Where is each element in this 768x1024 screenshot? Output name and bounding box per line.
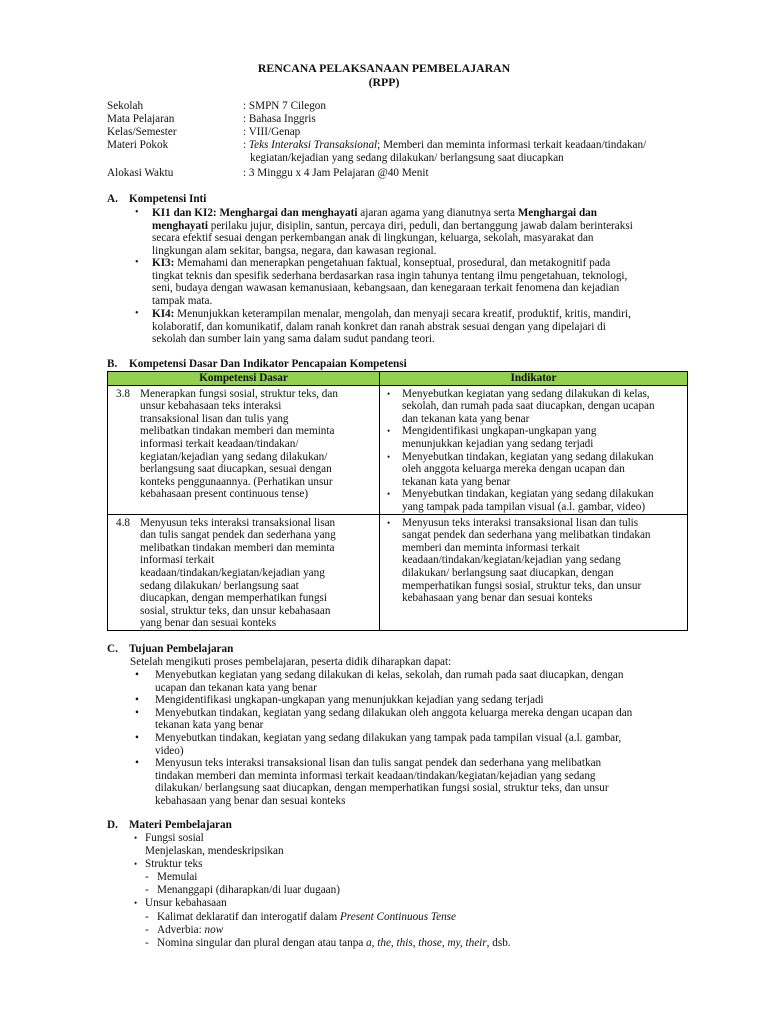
table-row [108, 514, 688, 630]
bullet-icon: • [135, 731, 139, 744]
kd-line: kegiatan/kejadian yang sedang dilakukan/ [140, 450, 328, 463]
list-item [145, 924, 223, 937]
objective-line: Menyebutkan tindakan, kegiatan yang sedang dilakukan oleh anggota keluarga mereka dengan ucapan dan [155, 706, 633, 719]
section-title: Materi Pembelajaran [129, 819, 232, 831]
bullet-icon: • [135, 694, 139, 707]
ki-line: ajaran agama yang dianutnya serta [357, 207, 518, 219]
identity-value: : Bahasa Inggris [243, 113, 316, 125]
materi-unsur-text: Nomina singular dan plural dengan atau tanpa [157, 937, 367, 949]
dash-icon: - [145, 884, 149, 896]
identity-label: Materi Pokok [107, 139, 169, 151]
identity-label: Kelas/Semester [107, 126, 177, 138]
indicator-list [383, 517, 684, 605]
kd-number: 4.8 [116, 516, 130, 529]
identity-label: Alokasi Waktu [107, 167, 174, 179]
indicator-line: sekolah, dan rumah pada saat diucapkan, dengan ucapan [402, 400, 655, 413]
list-item [145, 871, 197, 884]
list-item [135, 669, 705, 694]
kd-line: konteks penggunaannya. (Perhatikan unsur [140, 475, 333, 488]
dash-icon: - [145, 871, 149, 883]
bullet-icon: • [387, 489, 391, 500]
indicator-cell [380, 385, 688, 514]
bullet-icon: • [387, 451, 391, 462]
indicator-line: Menyebutkan kegiatan yang sedang dilakukan di kelas, [402, 387, 650, 400]
indicator-list [383, 388, 684, 514]
bullet-icon: • [387, 426, 391, 437]
objective-line: ucapan dan tekanan kata yang benar [155, 681, 317, 694]
kd-cell [108, 385, 380, 514]
dash-icon: - [145, 911, 149, 923]
identity-value-line2: kegiatan/kejadian yang sedang dilakukan/ berlangsung saat diucapkan [250, 152, 564, 164]
section-c-heading [107, 643, 233, 656]
bullet-icon: • [135, 207, 139, 218]
objective-line: dilakukan/ berlangsung saat diucapkan, dengan memperhatikan fungsi sosial, struktur teks, dan unsur [155, 782, 609, 795]
section-title: Kompetensi Inti [129, 193, 207, 205]
materi-struktur-item: Menanggapi (diharapkan/di luar dugaan) [157, 884, 340, 896]
bullet-icon: • [134, 898, 138, 908]
indicator-line: sangat pendek dan sederhana yang melibatkan tindakan [402, 529, 651, 542]
identity-label: Mata Pelajaran [107, 113, 175, 125]
section-letter: B. [107, 358, 118, 370]
ki-line: Memahami dan menerapkan pengetahuan faktual, konseptual, prosedural, dan metakognitif pada [174, 257, 611, 269]
indicator-line: keadaan/tindakan/kegiatan/kejadian yang sedang [402, 554, 621, 567]
kd-line: informasi terkait [140, 554, 215, 567]
section-title: Tujuan Pembelajaran [129, 643, 234, 655]
objective-line: Menyusun teks interaksi transaksional lisan dan tulis sangat pendek dan sederhana yang melibatkan [155, 757, 602, 770]
identity-value-italic: Teks Interaksi Transaksional [248, 139, 378, 151]
indicator-cell [380, 514, 688, 630]
kd-line: melibatkan tindakan memberi dan meminta [140, 541, 335, 554]
ki-bold-lead: KI1 dan KI2: Menghargai dan menghayati [152, 207, 358, 219]
list-item [383, 388, 684, 426]
bullet-icon: • [135, 706, 139, 719]
ki-bold-lead: KI4: [152, 308, 175, 320]
list-item [135, 757, 705, 807]
bullet-icon: • [387, 517, 391, 528]
section-title: Kompetensi Dasar Dan Indikator Pencapaian Kompetensi [129, 358, 407, 370]
kd-line: unsur kebahasaan teks interaksi [140, 400, 282, 413]
list-item [135, 694, 705, 707]
materi-unsur-text: Adverbia: [157, 924, 205, 936]
list-item [145, 911, 456, 924]
indicator-line: oleh anggota keluarga mereka dengan ucapan dan [402, 463, 625, 476]
identity-value-rest: ; Memberi dan meminta informasi terkait keadaan/tindakan/ [377, 139, 647, 151]
ki-line: perilaku jujur, disiplin, santun, percaya diri, peduli, dan bertanggung jawab dalam berinteraksi [210, 219, 633, 232]
ki-item [152, 207, 697, 257]
list-item [383, 517, 684, 605]
identity-value: : SMPN 7 Cilegon [243, 100, 326, 112]
indicator-line: kebahasaan yang benar dan sesuai konteks [402, 592, 593, 605]
section-c-intro: Setelah mengikuti proses pembelajaran, peserta didik diharapkan dapat: [130, 656, 452, 668]
indicator-line: memberi dan meminta informasi terkait [402, 541, 580, 554]
kd-text [140, 517, 364, 630]
indicator-line: Menyebutkan tindakan, kegiatan yang sedang dilakukan [402, 488, 654, 501]
kd-line: diucapkan, dengan memperhatikan fungsi [140, 592, 328, 605]
bullet-icon: • [387, 388, 391, 399]
materi-unsur-text: , dsb. [486, 937, 511, 949]
kd-line: sosial, struktur teks, dan unsur kebahasaan [140, 604, 331, 617]
kd-line: transaksional lisan dan tulis yang [140, 412, 289, 425]
ki-bold-lead: KI3: [152, 257, 175, 269]
ki-line: sekolah dan sumber lain yang sama dalam sudut pandang teori. [152, 333, 435, 346]
indicator-line: yang tampak pada tampilan visual (a.l. gambar, video) [402, 500, 646, 513]
ki-line: tingkat teknis dan spesifik sederhana berdasarkan rasa ingin tahunya tentang ilmu pengetahuan, teknologi, [152, 269, 628, 282]
list-item [135, 732, 705, 757]
identity-value: : 3 Minggu x 4 Jam Pelajaran @40 Menit [243, 167, 429, 179]
ki-bold-mid: Menghargai dan [517, 207, 597, 219]
table-header-row [108, 372, 688, 386]
list-item [135, 707, 705, 732]
objective-line: Mengidentifikasi ungkapan-ungkapan yang menunjukkan kejadian yang sedang terjadi [155, 694, 544, 707]
section-d-heading [107, 819, 232, 832]
kd-line: kebahasaan present continuous tense) [140, 488, 309, 501]
objectives-list [135, 669, 705, 808]
objective-line: Menyebutkan kegiatan yang sedang dilakukan di kelas, sekolah, dan rumah pada saat diucapkan, dengan [155, 669, 624, 681]
kd-line: keadaan/tindakan/kegiatan/kejadian yang [140, 566, 325, 579]
table-row [108, 385, 688, 514]
objective-line: video) [155, 744, 184, 757]
objective-line: kebahasaan yang benar dan sesuai konteks [155, 794, 346, 807]
materi-struktur-item: Memulai [157, 871, 198, 883]
ki-bold-mid2: menghayati [152, 219, 208, 232]
indicator-line: dilakukan/ berlangsung saat diucapkan, dengan [402, 566, 614, 579]
materi-struktur: Struktur teks [145, 858, 203, 870]
identity-value: : VIII/Genap [243, 126, 301, 138]
bullet-icon: • [135, 257, 139, 268]
materi-unsur-text: Kalimat deklaratif dan interogatif dalam [157, 911, 340, 923]
ki-item [152, 257, 697, 307]
ki-line: secara efektif sesuai dengan perkembangan anak di lingkungan, keluarga, sekolah, masyarakat dan [152, 232, 594, 245]
objective-line: Menyebutkan tindakan, kegiatan yang sedang dilakukan yang tampak pada tampilan visual (a.l. gambar, [155, 731, 622, 744]
indicator-line: Menyusun teks interaksi transaksional lisan dan tulis [402, 516, 639, 529]
bullet-icon: • [134, 859, 138, 869]
indicator-line: menunjukkan kejadian yang sedang terjadi [402, 437, 594, 450]
identity-label: Sekolah [107, 100, 144, 112]
indicator-line: Menyebutkan tindakan, kegiatan yang sedang dilakukan [402, 450, 654, 463]
materi-unsur-italic: a, the, this, those, my, their [366, 937, 487, 949]
list-item [145, 937, 511, 950]
ki-item [152, 308, 697, 346]
dash-icon: - [145, 937, 149, 949]
kd-cell [108, 514, 380, 630]
bullet-icon: • [135, 757, 139, 770]
materi-unsur-italic: now [204, 924, 224, 936]
kd-indicator-table [107, 371, 688, 631]
kd-line: dan tulis sangat pendek dan sederhana yang [140, 529, 336, 542]
indicator-line: dan tekanan kata yang benar [402, 412, 530, 425]
objective-line: tekanan kata yang benar [155, 719, 264, 732]
section-letter: C. [107, 643, 118, 655]
ki-line: Menunjukkan keterampilan menalar, mengolah, dan menyaji secara kreatif, produktif, kritis, mandiri, [174, 308, 631, 320]
document-subtitle: (RPP) [368, 75, 400, 89]
indicator-line: memperhatikan fungsi sosial, struktur teks, dan unsur [402, 579, 642, 592]
kd-line: informasi terkait keadaan/tindakan/ [140, 437, 299, 450]
indicator-line: Mengidentifikasi ungkapan-ungkapan yang [402, 425, 597, 438]
document-title: RENCANA PELAKSANAAN PEMBELAJARAN [257, 61, 511, 75]
kd-line: yang benar dan sesuai konteks [140, 617, 277, 630]
objective-line: tindakan memberi dan meminta informasi terkait keadaan/tindakan/kegiatan/kejadian yang sedang [155, 769, 596, 782]
kd-line: berlangsung saat diucapkan, sesuai dengan [140, 463, 332, 476]
kd-line: Menerapkan fungsi sosial, struktur teks, dan [140, 387, 338, 400]
section-letter: D. [107, 819, 118, 831]
materi-unsur-italic: Present Continuous Tense [339, 911, 456, 923]
kd-line: Menyusun teks interaksi transaksional lisan [140, 516, 336, 529]
kd-line: melibatkan tindakan memberi dan meminta [140, 425, 335, 438]
section-letter: A. [107, 193, 118, 205]
table-header-indicator: Indikator [380, 372, 688, 386]
kd-number: 3.8 [116, 387, 130, 400]
indicator-line: tekanan kata yang benar [402, 475, 511, 488]
ki-line: tampak mata. [152, 294, 213, 307]
materi-fungsi: Fungsi sosial [145, 832, 204, 844]
materi-unsur: Unsur kebahasaan [145, 897, 227, 909]
identity-prefix: : [243, 139, 249, 151]
bullet-icon: • [135, 669, 139, 681]
identity-value [243, 139, 646, 152]
bullet-icon: • [134, 833, 138, 843]
ki-line: lingkungan alam sekitar, bangsa, negara, dan kawasan regional. [152, 244, 437, 257]
list-item [383, 425, 684, 450]
list-item [383, 488, 684, 513]
materi-fungsi-desc: Menjelaskan, mendeskripsikan [145, 845, 284, 857]
table-header-kd: Kompetensi Dasar [108, 372, 380, 386]
dash-icon: - [145, 924, 149, 936]
section-a-heading [107, 193, 206, 206]
ki-line: kolaboratif, dan komunikatif, dalam ranah konkret dan ranah abstrak sesuai dengan yang dipelajari di [152, 320, 606, 333]
section-b-heading [107, 358, 407, 371]
list-item [383, 451, 684, 489]
list-item [145, 884, 340, 897]
ki-line: seni, budaya dengan wawasan kemanusiaan, kebangsaan, dan kenegaraan terkait fenomena dan kejadian [152, 282, 620, 295]
kd-line: sedang dilakukan/ berlangsung saat [140, 579, 299, 592]
kd-text [140, 388, 364, 501]
bullet-icon: • [135, 308, 139, 319]
